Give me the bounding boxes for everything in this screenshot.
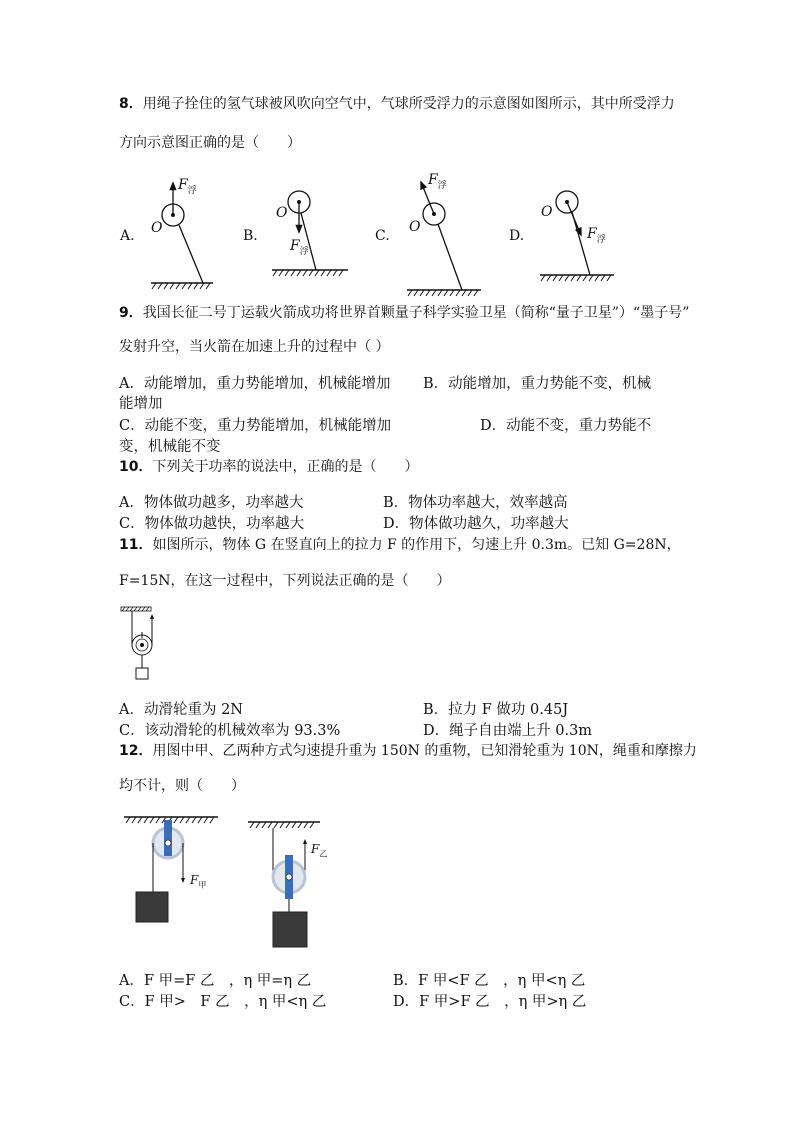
q8-number: 8． — [119, 96, 143, 112]
q10-option-c[interactable]: C．物体做功越快，功率越大 — [119, 516, 305, 532]
q12-option-c[interactable]: C．F 甲> F 乙 ，η 甲<η 乙 — [119, 994, 327, 1010]
q8-b-force-label: $F_浮$ — [290, 238, 309, 257]
q12-option-d[interactable]: D．F 甲>F 乙 ，η 甲>η 乙 — [393, 994, 587, 1010]
q12-f-yi-label: $F_乙$ — [311, 842, 328, 859]
q8-c-o-label: O — [409, 219, 421, 235]
q12-number: 12． — [119, 743, 153, 759]
q12-stem: 用图中甲、乙两种方式匀速提升重为 150N 的重物，已知滑轮重为 10N，绳重和摩擦力 — [152, 743, 697, 759]
q8-option-d-label[interactable]: D. — [509, 228, 525, 244]
q9-option-c[interactable]: C．动能不变，重力势能增加，机械能增加 — [119, 418, 392, 434]
q11-option-d[interactable]: D．绳子自由端上升 0.3m — [423, 723, 593, 739]
q8-line2: 方向示意图正确的是（ ） — [119, 135, 301, 151]
q9-option-d-continued: 变，机械能不变 — [119, 439, 221, 455]
q10-number: 10． — [119, 459, 153, 475]
q8-a-force-label: $F_浮$ — [178, 177, 197, 196]
q12-option-b[interactable]: B．F 甲<F 乙 ，η 甲<η 乙 — [393, 973, 586, 989]
q11-option-c[interactable]: C．该动滑轮的机械效率为 93.3% — [119, 723, 341, 739]
q11-line2: F=15N，在这一过程中，下列说法正确的是（ ） — [119, 573, 451, 589]
q8-d-force-label: $F_浮$ — [587, 226, 606, 245]
q9-option-b-continued: 能增加 — [119, 396, 163, 412]
q12-option-a[interactable]: A．F 甲=F 乙 ，η 甲=η 乙 — [119, 973, 312, 989]
q11-option-a[interactable]: A．动滑轮重为 2N — [119, 702, 243, 718]
q9-option-a[interactable]: A．动能增加，重力势能增加，机械能增加 — [119, 376, 391, 392]
q8-b-o-label: O — [276, 205, 288, 221]
q9-line2: 发射升空，当火箭在加速上升的过程中（ ） — [119, 339, 390, 355]
q10-option-b[interactable]: B．物体功率越大，效率越高 — [383, 495, 568, 511]
q9-stem: 我国长征二号丁运载火箭成功将世界首颗量子科学实验卫星（简称“量子卫星”）“墨子号” — [142, 305, 690, 321]
q12-f-jia-label: $F_甲$ — [190, 873, 207, 890]
q11-option-b[interactable]: B．拉力 F 做功 0.45J — [423, 702, 569, 718]
q12-jia-diagram — [124, 817, 218, 922]
q8-d-o-label: O — [541, 204, 553, 220]
q11-stem: 如图所示，物体 G 在竖直向上的拉力 F 的作用下，匀速上升 0.3m。已知 G=28N， — [152, 537, 681, 553]
q8-a-o-label: O — [151, 220, 163, 236]
q9-number: 9． — [119, 305, 143, 321]
q10-stem: 下列关于功率的说法中，正确的是（ ） — [152, 459, 419, 475]
q8-option-c-label[interactable]: C. — [375, 228, 390, 244]
q8-stem: 用绳子拴住的氢气球被风吹向空气中，气球所受浮力的示意图如图所示，其中所受浮力 — [142, 96, 675, 112]
q9-option-d[interactable]: D．动能不变，重力势能不 — [480, 418, 652, 434]
q10-option-a[interactable]: A．物体做功越多，功率越大 — [119, 495, 304, 511]
q10-option-d[interactable]: D．物体做功越久，功率越大 — [383, 516, 569, 532]
q11-number: 11． — [119, 537, 153, 553]
q12-yi-diagram — [248, 822, 320, 947]
q8-option-a-label[interactable]: A. — [120, 228, 135, 244]
q8-option-b-label[interactable]: B. — [243, 228, 258, 244]
q9-option-b[interactable]: B．动能增加，重力势能不变，机械 — [423, 376, 652, 392]
q8-c-force-label: $F_浮$ — [428, 172, 447, 191]
q12-line2: 均不计，则（ ） — [119, 778, 245, 794]
